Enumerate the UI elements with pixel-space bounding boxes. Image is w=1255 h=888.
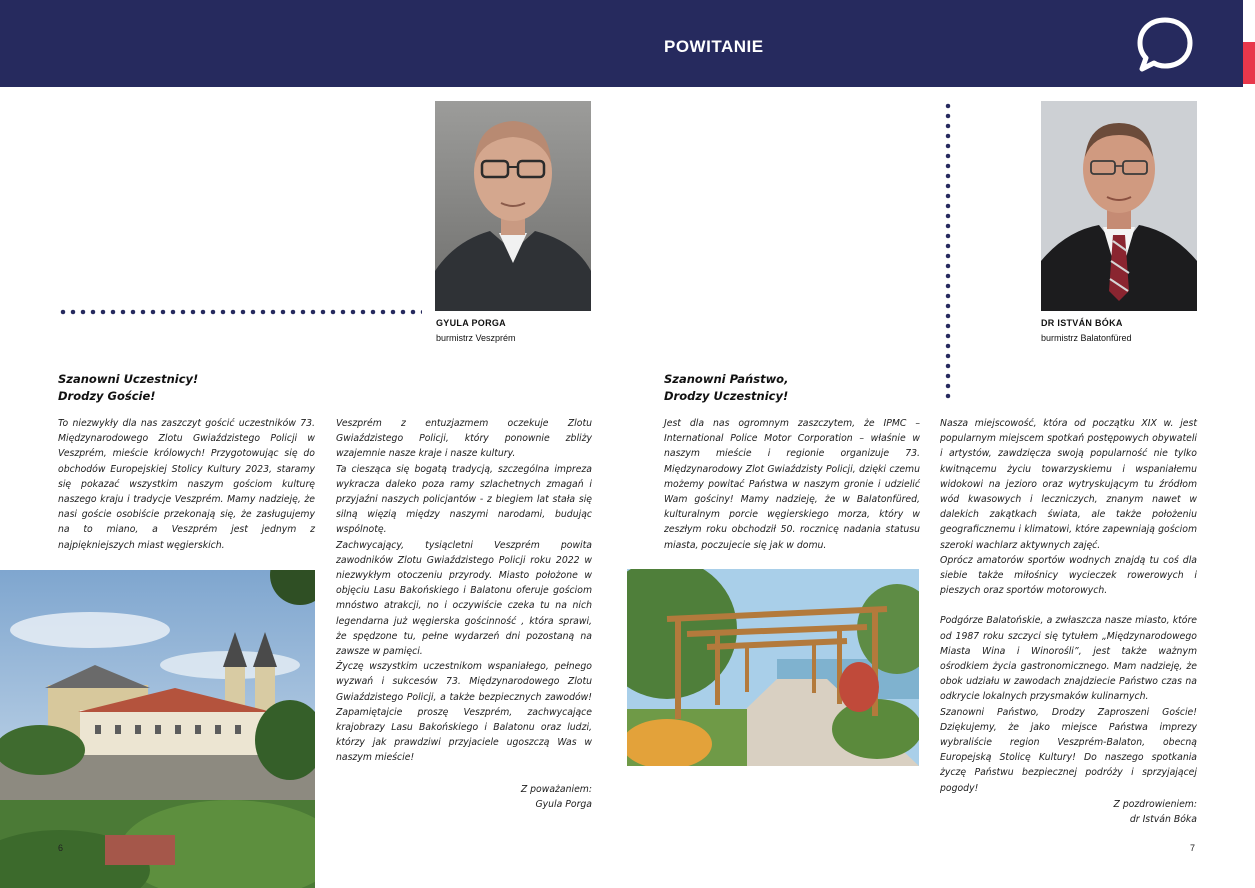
paragraph: Ta ciesząca się bogatą tradycją, szczególna impreza wykracza daleko poza ramy szlachetnych zmagań i przyjaźni naszych policjantów - z biegiem lat stała się silną więzią między naszymi narodami, budując wspólnotę. <box>336 463 592 536</box>
accent-tab <box>1243 42 1255 84</box>
greeting <box>58 371 198 405</box>
paragraph: To niezwykły dla nas zaszczyt gościć uczestników 73. Międzynarodowego Zlotu Gwiaździstego Policji w Veszprém, mieście królowych! Przygotowując się do obchodów Europejskiej Stolicy Kultury 2023, staramy się pokazać wszystkim naszym gościom kulturę naszego kraju i tradycje Veszprém. Mamy nadzieję, że nasi goście osobiście przekonają się, że zasługujemy na to miano, a Veszprém jest jednym z najpiękniejszych miast węgierskich. <box>58 418 315 551</box>
signature-line: dr István Bóka <box>1129 814 1197 825</box>
paragraph: Szanowni Państwo, Drodzy Zaproszeni Goście! Dziękujemy, że jako miejsce Państwa imprezy wybraliście region Veszprém-Balaton, obecną Europejską Stolicę Kultury! Do naszego spotkania życzę Państwu bezpiecznej podróży i sprzyjającej pogody! <box>940 706 1197 794</box>
paragraph: Nasza miejscowość, która od początku XIX w. jest popularnym miejscem spotkań postępowych obywateli i artystów, zawdzięcza swoją popularność nie tylko kwitnącemu życiu towarzyskiemu i wspaniałemu widokowi na jezioro oraz wytryskującym tu źródłom wód kwasowych i leczniczych, znanym nawet w dalekich zakątkach świata, ale także położeniu geograficznemu i klimatowi, które zapewniają gościom szeroki wachlarz aktywnych zajęć. <box>940 418 1197 551</box>
signature <box>440 782 592 812</box>
greeting-line: Drodzy Goście! <box>58 389 156 403</box>
header-bar <box>0 0 1243 87</box>
signature <box>1045 797 1197 827</box>
dotted-divider <box>945 101 951 399</box>
portrait-role: burmistrz Balatonfüred <box>1041 333 1132 343</box>
portrait-role: burmistrz Veszprém <box>436 333 516 343</box>
page-title: POWITANIE <box>664 37 764 56</box>
paragraph: Zachwycający, tysiącletni Veszprém powita zawodników Zlotu Gwiaździstego Policji roku 2022 w niezwykłym otoczeniu przyrody. Miasto położone w objęciu Lasu Bakońskiego i Balatonu oferuje gościom mnóstwo atrakcji, no i oczywiście czeka tu na nich legendarna już węgierska gościnność , która sprawi, że spędzone tu, pełne wydarzeń dni pozostaną na zawsze w pamięci. <box>336 539 592 658</box>
paragraph: Życzę wszystkim uczestnikom wspaniałego, pełnego wyzwań i sukcesów 73. Międzynarodowego Zlotu Gwiaździstego Policji, a także bezpiecznych zawodów! Zapamiętajcie proszę Veszprém, zachwycające krajobrazy Lasu Bakońskiego i Balatonu oraz ludzi, którzy jak prawdziwi przyjaciele ugoszczą Was w naszym mieście! <box>336 661 592 764</box>
portrait-istvan-boka <box>1041 101 1197 311</box>
body-column <box>336 416 592 766</box>
photo-veszprem-castle <box>0 570 315 888</box>
portrait-gyula-porga <box>435 101 591 311</box>
page-number: 7 <box>1190 843 1196 853</box>
signature-line: Z poważaniem: <box>520 784 592 795</box>
speech-bubble-icon <box>1132 12 1199 75</box>
body-column <box>940 416 1197 796</box>
signature-line: Gyula Porga <box>535 799 592 810</box>
body-column <box>664 416 920 553</box>
greeting-line: Szanowni Państwo, <box>664 372 789 386</box>
portrait-name: DR ISTVÁN BÓKA <box>1041 318 1123 328</box>
dotted-divider <box>58 309 422 315</box>
portrait-name: GYULA PORGA <box>436 318 506 328</box>
body-column <box>58 416 315 553</box>
photo-balatonfured-promenade <box>627 569 919 766</box>
paragraph: Podgórze Balatońskie, a zwłaszcza nasze miasto, które od 1987 roku szczyci się tytułem „Międzynarodowego Miasta Wina i Winorośli”, jest także ważnym ośrodkiem życia gastronomicznego. Mam nadzieję, że obok udziału w zawodach znajdziecie Państwo czas na odkrycie lokalnych przysmaków kulinarnych. <box>940 615 1197 703</box>
greeting <box>664 371 788 405</box>
page-number: 6 <box>58 843 64 853</box>
greeting-line: Szanowni Uczestnicy! <box>58 372 199 386</box>
paragraph: Veszprém z entuzjazmem oczekuje Zlotu Gwiaździstego Policji, który ponownie zbliży wzajemnie nasze kraje i nasze kultury. <box>336 418 592 460</box>
paragraph: Oprócz amatorów sportów wodnych znajdą tu coś dla siebie także miłośnicy wycieczek rowerowych i pieszych oraz sportów motorowych. <box>940 554 1197 597</box>
greeting-line: Drodzy Uczestnicy! <box>664 389 789 403</box>
signature-line: Z pozdrowieniem: <box>1113 799 1197 810</box>
paragraph: Jest dla nas ogromnym zaszczytem, że IPMC – International Police Motor Corporation – właśnie w naszym mieście i regionie organizuje 73. Międzynarodowy Zlot Gwiaździsty Policji, dzięki czemu możemy powitać Państwa w naszym gronie i udzielić Wam gościny! Mamy nadzieję, że w Balatonfüred, kulturalnym porcie węgierskiego morza, który w zeszłym roku obchodził 50. rocznicę nadania statusu miasta, poczujecie się jak w domu. <box>664 418 920 551</box>
